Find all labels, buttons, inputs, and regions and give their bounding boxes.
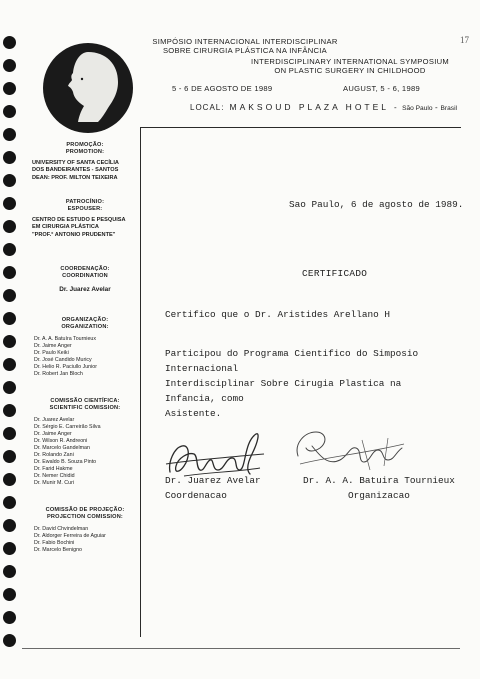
heading-line: PATROCÍNIO: [65, 199, 105, 205]
binder-hole [3, 496, 16, 509]
binder-hole [3, 542, 16, 555]
signatory-role: Coordenacao [165, 489, 227, 501]
member-name: Dr. A. A. Batuíra Tournieux [34, 335, 97, 342]
section-heading [32, 142, 138, 157]
member-name: Dr. Paulo Keiki [34, 349, 69, 356]
heading-line: COMISSÃO CIENTÍFICA: [50, 398, 120, 404]
member-name: Dr. Jaime Anger [34, 342, 72, 349]
section-heading [32, 398, 138, 413]
member-name: Dr. Ewaldo B. Souza Pinto [34, 459, 97, 466]
member-list [32, 526, 138, 554]
binder-hole [3, 427, 16, 440]
symposium-title-pt [140, 37, 350, 55]
binder-hole [3, 36, 16, 49]
binder-hole [3, 450, 16, 463]
location-label: LOCAL: [190, 103, 225, 112]
member-name: Dr. Fabio Bochini [34, 539, 75, 546]
promotion-section [32, 142, 138, 182]
certificate-paragraph [165, 346, 455, 421]
section-body [32, 217, 138, 239]
heading-line: ESPOUSER: [67, 206, 103, 213]
member-name: Dr. Juarez Avelar [34, 416, 75, 423]
member-name: Dr. José Candido Muricy [34, 356, 92, 363]
scientific-commission-section [32, 398, 138, 487]
member-name: Dr. Aldorger Ferreira de Aguiar [34, 532, 106, 539]
sidebar-divider [140, 127, 141, 637]
section-heading [32, 199, 138, 214]
sponsor-section [32, 199, 138, 239]
heading-line: ORGANIZAÇÃO: [61, 317, 109, 323]
member-name: Dr. Sérgio E. Carreirão Silva [34, 423, 101, 430]
city-name: São Paulo [402, 105, 433, 112]
member-name: Dr. David Chvindelman [34, 525, 89, 532]
heading-line: COORDENAÇÃO: [60, 266, 110, 272]
binder-hole [3, 312, 16, 325]
paragraph-line: Interdisciplinar Sobre Cirugia Plastica na Infancia, como [165, 378, 402, 405]
binder-hole [3, 128, 16, 141]
title-pt-line: SOBRE CIRURGIA PLÁSTICA NA INFÂNCIA [162, 46, 328, 56]
coordination-section [32, 266, 138, 294]
title-en-line: INTERDISCIPLINARY INTERNATIONAL SYMPOSIUM [250, 57, 450, 66]
paragraph-line: Participou do Programa Cientifico do Simposio Internacional [165, 348, 419, 375]
signature-avelar [160, 428, 280, 480]
heading-line: PROMOTION: [65, 149, 105, 156]
binder-hole [3, 197, 16, 210]
organization-section [32, 317, 138, 378]
body-line: DOS BANDEIRANTES - SANTOS [32, 167, 119, 174]
member-name: Dr. Munir M. Curi [34, 480, 75, 487]
member-name: Dr. Robert Jan Bloch [34, 371, 83, 378]
signatory-name: Dr. A. A. Batuira Tournieux [303, 475, 455, 486]
heading-line: PROJECTION COMISSION: [47, 514, 123, 521]
binder-hole [3, 634, 16, 647]
binder-hole [3, 266, 16, 279]
section-heading [32, 317, 138, 332]
binder-hole [3, 59, 16, 72]
signatory-name: Dr. Juarez Avelar [165, 475, 261, 486]
binder-hole [3, 335, 16, 348]
body-line: "PROF.° ANTONIO PRUDENTE" [32, 231, 116, 238]
member-name: Dr. Wilson R. Andreoni [34, 437, 88, 444]
title-pt-line: SIMPÓSIO INTERNACIONAL INTERDISCIPLINAR [152, 37, 338, 46]
title-en-line: ON PLASTIC SURGERY IN CHILDHOOD [274, 66, 426, 76]
heading-line: COMISSÃO DE PROJEÇÃO: [45, 507, 125, 513]
paragraph-line: Asistente. [165, 408, 222, 420]
body-line: UNIVERSITY OF SANTA CECÍLIA [32, 159, 119, 166]
heading-line: ORGANIZATION: [61, 324, 109, 331]
certify-line: Certifico que o Dr. Aristides Arellano H [165, 309, 391, 320]
binder-hole [3, 519, 16, 532]
binder-hole [3, 404, 16, 417]
body-line: EM CIRURGIA PLÁSTICA [32, 224, 99, 231]
binder-hole [3, 243, 16, 256]
binder-hole [3, 220, 16, 233]
bottom-divider [22, 648, 460, 649]
binder-hole [3, 105, 16, 118]
binder-hole [3, 381, 16, 394]
country-name: Brasil [440, 105, 458, 112]
heading-line: SCIENTIFIC COMISSION: [49, 405, 121, 412]
binder-hole [3, 82, 16, 95]
member-name: Dr. Marcelo Benigno [34, 546, 82, 553]
page-number: 17 [460, 35, 469, 45]
body-line: CENTRO DE ESTUDO E PESQUISA [32, 216, 126, 223]
place-and-date: Sao Paulo, 6 de agosto de 1989. [289, 199, 464, 210]
signatory-coordinator [165, 474, 261, 503]
binder-hole [3, 358, 16, 371]
coordinator-name: Dr. Juarez Avelar [59, 285, 111, 293]
section-body [32, 160, 138, 182]
binder-hole [3, 289, 16, 302]
heading-line: PROMOÇÃO: [66, 142, 104, 148]
binder-hole [3, 611, 16, 624]
body-line: DEAN: PROF. MILTON TEIXEIRA [32, 174, 118, 181]
member-name: Dr. Helio R. Paciullo Junior [34, 364, 97, 370]
member-list [32, 417, 138, 487]
projection-commission-section [32, 507, 138, 554]
section-heading [32, 507, 138, 522]
header-divider [140, 127, 461, 128]
signatory-role: Organizacao [348, 489, 410, 501]
member-name: Dr. Rolando Zani [34, 452, 74, 459]
signature-tournieux [292, 426, 412, 476]
member-name: Dr. Farid Hakme [34, 466, 73, 473]
event-date-pt: 5 - 6 DE AGOSTO DE 1989 [172, 84, 273, 93]
member-name: Dr. Jaime Anger [34, 430, 72, 437]
binder-holes [3, 36, 19, 676]
event-date-en: AUGUST, 5 - 6, 1989 [343, 84, 421, 93]
binder-hole [3, 565, 16, 578]
binder-hole [3, 588, 16, 601]
venue-name: MAKSOUD PLAZA HOTEL [229, 102, 390, 112]
binder-hole [3, 473, 16, 486]
member-list [32, 336, 138, 378]
symposium-title-en [240, 57, 460, 75]
member-name: Dr. Marcelo Gandelman [34, 445, 90, 451]
section-heading [32, 266, 138, 281]
binder-hole [3, 151, 16, 164]
binder-hole [3, 174, 16, 187]
signatory-organizer [303, 474, 455, 503]
event-location: LOCAL: MAKSOUD PLAZA HOTEL - São Paulo - Brasil [190, 102, 458, 112]
heading-line: COORDINATION [62, 273, 108, 280]
certificate-title: CERTIFICADO [302, 268, 368, 279]
member-name: Dr. Nemer Chidid [34, 473, 75, 480]
child-profile-logo [38, 42, 138, 134]
